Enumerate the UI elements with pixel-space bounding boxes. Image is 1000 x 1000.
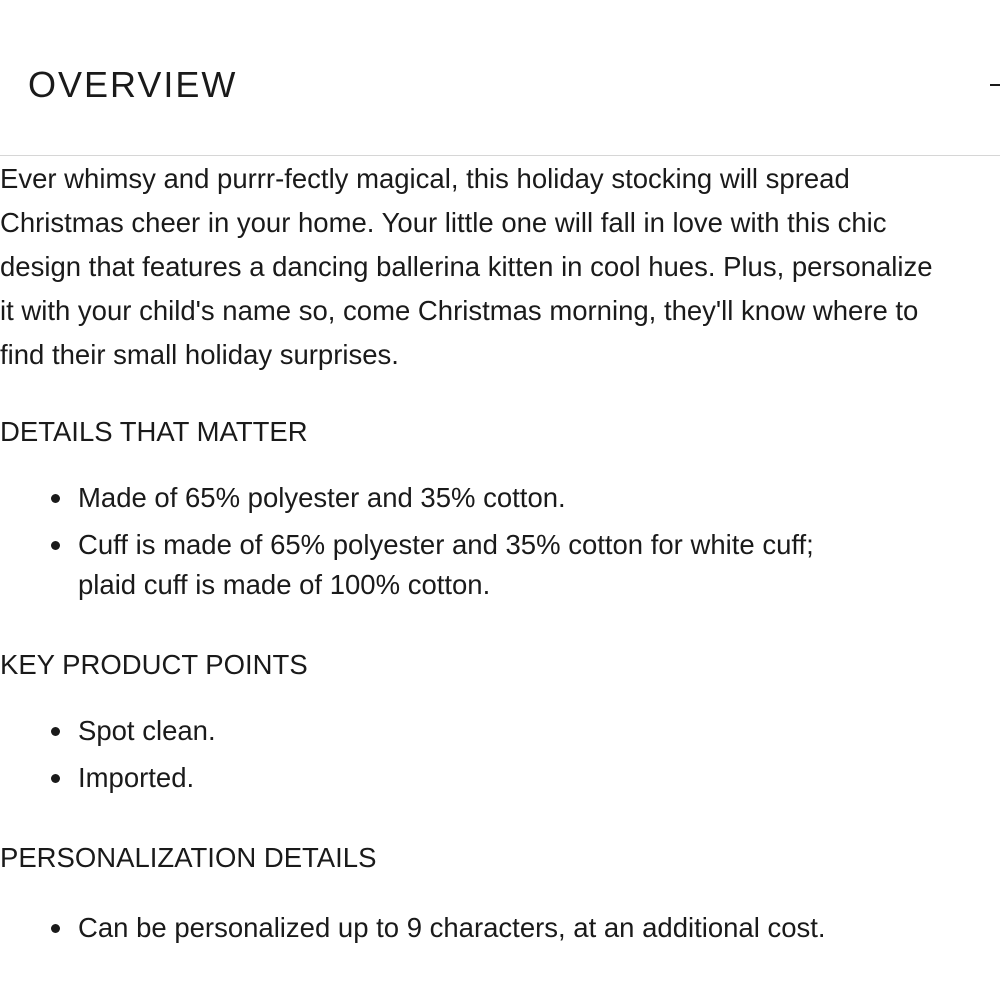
product-description [0, 157, 1000, 377]
overview-content [0, 157, 1000, 948]
details-list [0, 478, 1000, 605]
description-line: it with your child's name so, come Christmas morning, they'll know where to [0, 295, 919, 326]
overview-accordion-header[interactable] [0, 0, 1000, 156]
description-line: Christmas cheer in your home. Your little one will fall in love with this chic [0, 207, 887, 238]
list-item [0, 711, 1000, 751]
list-item [0, 908, 1000, 948]
key-points-heading: KEY PRODUCT POINTS [0, 649, 308, 680]
list-item-text: Imported. [78, 762, 195, 793]
key-points-list [0, 711, 1000, 798]
overview-title: OVERVIEW [28, 64, 238, 105]
list-item-text: plaid cuff is made of 100% cotton. [78, 569, 491, 600]
description-line: Ever whimsy and purrr-fectly magical, this holiday stocking will spread [0, 163, 850, 194]
list-item-text: Can be personalized up to 9 characters, at an additional cost. [78, 912, 826, 943]
description-line: find their small holiday surprises. [0, 339, 399, 370]
list-item [0, 525, 1000, 605]
list-item-text: Spot clean. [78, 715, 216, 746]
list-item [0, 758, 1000, 798]
list-item-text: Made of 65% polyester and 35% cotton. [78, 482, 566, 513]
description-line: design that features a dancing ballerina kitten in cool hues. Plus, personalize [0, 251, 933, 282]
minus-icon[interactable] [990, 84, 1000, 86]
details-heading: DETAILS THAT MATTER [0, 416, 308, 447]
list-item-text: Cuff is made of 65% polyester and 35% cotton for white cuff; [78, 529, 814, 560]
personalization-list [0, 908, 1000, 948]
personalization-heading: PERSONALIZATION DETAILS [0, 842, 377, 873]
list-item [0, 478, 1000, 518]
